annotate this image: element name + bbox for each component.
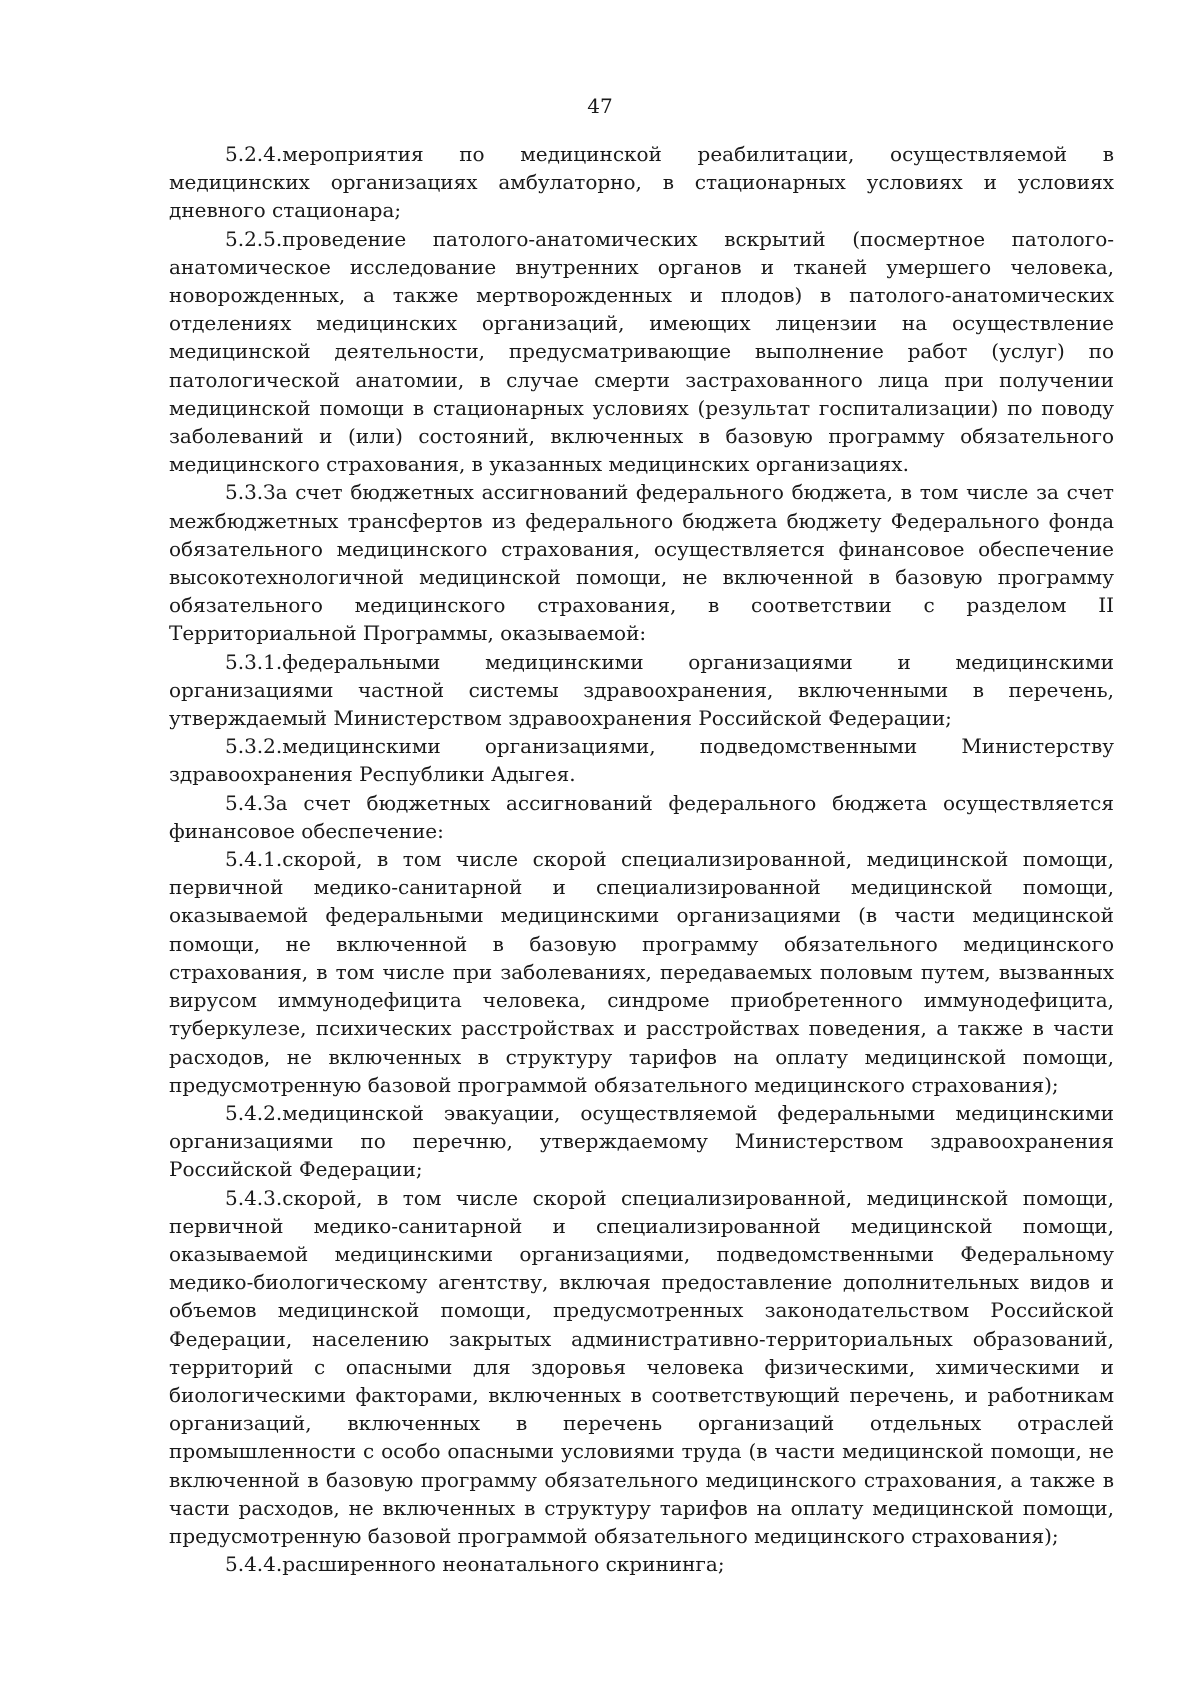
paragraph-5-4-1: 5.4.1.скорой, в том числе скорой специализированной, медицинской помощи, первичной медико-санитарной и специализированной медицинской помощи, оказываемой федеральными медицинскими организациями (в части медицинской помощи, не включенной в базовую программу обязательного медицинского страхования, в том числе при заболеваниях, передаваемых половым путем, вызванных вирусом иммунодефицита человека, синдроме приобретенного иммунодефицита, туберкулезе, психических расстройствах и расстройствах поведения, а также в части расходов, не включенных в структуру тарифов на оплату медицинской помощи, предусмотренную базовой программой обязательного медицинского страхования); — [169, 847, 1114, 1097]
paragraph-5-4-2: 5.4.2.медицинской эвакуации, осуществляемой федеральными медицинскими организациями по перечню, утверждаемому Министерством здравоохранения Российской Федерации; — [169, 1100, 1114, 1182]
page-number: 47 — [587, 94, 613, 118]
paragraph-5-2-4: 5.2.4.мероприятия по медицинской реабилитации, осуществляемой в медицинских организациях амбулаторно, в стационарных условиях и условиях дневного стационара; — [169, 142, 1114, 223]
paragraph-5-4-3: 5.4.3.скорой, в том числе скорой специализированной, медицинской помощи, первичной медико-санитарной и специализированной медицинской помощи, оказываемой медицинскими организациями, подведомственными Федеральному медико-биологическому агентству, включая предоставление дополнительных видов и объемов медицинской помощи, предусмотренных законодательством Российской Федерации, населению закрытых административно-территориальных образований, территорий с опасными для здоровья человека физическими, химическими и биологическими факторами, включенных в соответствующий перечень, и работникам организаций, включенных в перечень организаций отдельных отраслей промышленности с особо опасными условиями труда (в части медицинской помощи, не включенной в базовую программу обязательного медицинского страхования, а также в части расходов, не включенных в структуру тарифов на оплату медицинской помощи, предусмотренную базовой программой обязательного медицинского страхования); — [169, 1185, 1114, 1548]
paragraph-5-4: 5.4.За счет бюджетных ассигнований федерального бюджета осуществляется финансовое обеспечение: — [169, 790, 1114, 843]
paragraph-5-4-4: 5.4.4.расширенного неонатального скрининга; — [225, 1552, 725, 1577]
paragraph-5-3: 5.3.За счет бюджетных ассигнований федерального бюджета, в том числе за счет межбюджетных трансфертов из федерального бюджета бюджету Федерального фонда обязательного медицинского страхования, осуществляется финансовое обеспечение высокотехнологичной медицинской помощи, не включенной в базовую программу обязательного медицинского страхования, в соответствии с разделом II Территориальной Программы, оказываемой: — [169, 480, 1114, 646]
paragraph-5-2-5: 5.2.5.проведение патолого-анатомических вскрытий (посмертное патолого-анатомическое исследование внутренних органов и тканей умершего человека, новорожденных, а также мертворожденных и плодов) в патолого-анатомических отделениях медицинских организаций, имеющих лицензии на осуществление медицинской деятельности, предусматривающие выполнение работ (услуг) по патологической анатомии, в случае смерти застрахованного лица при получении медицинской помощи в стационарных условиях (результат госпитализации) по поводу заболеваний и (или) состояний, включенных в базовую программу обязательного медицинского страхования, в указанных медицинских организациях. — [169, 226, 1114, 477]
paragraph-5-3-1: 5.3.1.федеральными медицинскими организациями и медицинскими организациями частной системы здравоохранения, включенными в перечень, утверждаемый Министерством здравоохранения Российской Федерации; — [169, 649, 1114, 731]
document-body — [169, 140, 1114, 1578]
paragraph-5-3-2: 5.3.2.медицинскими организациями, подведомственными Министерству здравоохранения Республики Адыгея. — [169, 734, 1114, 787]
